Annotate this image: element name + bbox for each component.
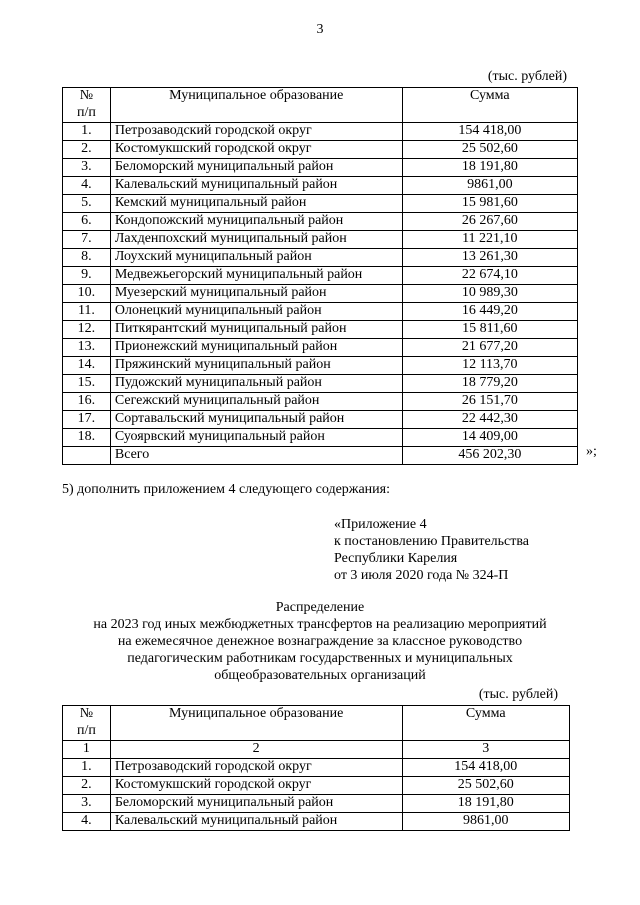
row-number: 15. bbox=[63, 375, 111, 393]
row-number: 11. bbox=[63, 303, 111, 321]
table-row bbox=[63, 321, 578, 339]
row-number: 10. bbox=[63, 285, 111, 303]
distribution-table bbox=[62, 705, 570, 831]
appendix-header bbox=[334, 516, 529, 584]
amount: 12 113,70 bbox=[402, 357, 577, 375]
row-number: 2. bbox=[63, 141, 111, 159]
row-number: 4. bbox=[63, 813, 111, 831]
row-number: 13. bbox=[63, 339, 111, 357]
table-row bbox=[63, 759, 570, 777]
column-number: 1 bbox=[63, 741, 111, 759]
table-header-row bbox=[63, 88, 578, 123]
table-row bbox=[63, 231, 578, 249]
municipality-name: Пудожский муниципальный район bbox=[110, 375, 402, 393]
table-row bbox=[63, 213, 578, 231]
amount: 154 418,00 bbox=[402, 759, 570, 777]
row-number: 6. bbox=[63, 213, 111, 231]
row-number: 2. bbox=[63, 777, 111, 795]
municipality-name: Беломорский муниципальный район bbox=[110, 795, 402, 813]
row-number: 14. bbox=[63, 357, 111, 375]
amount: 9861,00 bbox=[402, 813, 570, 831]
closing-quote: »; bbox=[586, 444, 597, 459]
table-row bbox=[63, 411, 578, 429]
unit-label: (тыс. рублей) bbox=[487, 69, 567, 84]
amount: 25 502,60 bbox=[402, 777, 570, 795]
title-line: педагогическим работникам государственных и муниципальных bbox=[127, 651, 513, 666]
amount: 9861,00 bbox=[402, 177, 577, 195]
table-row bbox=[63, 777, 570, 795]
unit-label-2: (тыс. рублей) bbox=[478, 687, 558, 702]
table-row bbox=[63, 285, 578, 303]
total-label: Всего bbox=[110, 447, 402, 465]
title-line: общеобразовательных организаций bbox=[214, 668, 426, 683]
amount: 21 677,20 bbox=[402, 339, 577, 357]
municipality-name: Кемский муниципальный район bbox=[110, 195, 402, 213]
municipality-name: Лахденпохский муниципальный район bbox=[110, 231, 402, 249]
table-row bbox=[63, 123, 578, 141]
municipality-name: Пряжинский муниципальный район bbox=[110, 357, 402, 375]
title-line: Распределение bbox=[275, 600, 365, 615]
row-number: 3. bbox=[63, 159, 111, 177]
total-amount: 456 202,30 bbox=[402, 447, 577, 465]
row-number: 12. bbox=[63, 321, 111, 339]
amount: 11 221,10 bbox=[402, 231, 577, 249]
allocation-table bbox=[62, 87, 578, 465]
amount: 15 981,60 bbox=[402, 195, 577, 213]
municipality-name: Калевальский муниципальный район bbox=[110, 813, 402, 831]
municipality-name: Олонецкий муниципальный район bbox=[110, 303, 402, 321]
row-number: 1. bbox=[63, 123, 111, 141]
municipality-name: Питкярантский муниципальный район bbox=[110, 321, 402, 339]
row-number: 7. bbox=[63, 231, 111, 249]
amount: 154 418,00 bbox=[402, 123, 577, 141]
amount: 14 409,00 bbox=[402, 429, 577, 447]
municipality-name: Петрозаводский городской округ bbox=[110, 759, 402, 777]
row-number: 5. bbox=[63, 195, 111, 213]
table-row bbox=[63, 795, 570, 813]
municipality-name: Прионежский муниципальный район bbox=[110, 339, 402, 357]
amount: 13 261,30 bbox=[402, 249, 577, 267]
table-row bbox=[63, 141, 578, 159]
header-number: № п/п bbox=[63, 706, 111, 741]
row-number: 4. bbox=[63, 177, 111, 195]
table-row bbox=[63, 429, 578, 447]
amount: 22 674,10 bbox=[402, 267, 577, 285]
amount: 26 151,70 bbox=[402, 393, 577, 411]
column-numbering-row bbox=[63, 741, 570, 759]
table-row bbox=[63, 357, 578, 375]
amount: 25 502,60 bbox=[402, 141, 577, 159]
appendix-line: «Приложение 4 bbox=[334, 517, 427, 532]
amount: 18 191,80 bbox=[402, 159, 577, 177]
page-number: 3 bbox=[316, 22, 324, 37]
appendix-line: от 3 июля 2020 года № 324-П bbox=[334, 568, 509, 583]
table-row bbox=[63, 393, 578, 411]
table-row bbox=[63, 813, 570, 831]
amount: 26 267,60 bbox=[402, 213, 577, 231]
municipality-name: Суоярвский муниципальный район bbox=[110, 429, 402, 447]
amount: 16 449,20 bbox=[402, 303, 577, 321]
table-row bbox=[63, 159, 578, 177]
row-number: 9. bbox=[63, 267, 111, 285]
amount: 10 989,30 bbox=[402, 285, 577, 303]
table-row bbox=[63, 303, 578, 321]
table-row bbox=[63, 249, 578, 267]
amount: 15 811,60 bbox=[402, 321, 577, 339]
municipality-name: Петрозаводский городской округ bbox=[110, 123, 402, 141]
municipality-name: Кондопожский муниципальный район bbox=[110, 213, 402, 231]
amendment-item-5: 5) дополнить приложением 4 следующего содержания: bbox=[62, 482, 390, 497]
header-sum: Сумма bbox=[402, 706, 570, 741]
municipality-name: Лоухский муниципальный район bbox=[110, 249, 402, 267]
appendix-line: к постановлению Правительства bbox=[334, 534, 530, 549]
municipality-name: Сортавальский муниципальный район bbox=[110, 411, 402, 429]
amount: 18 191,80 bbox=[402, 795, 570, 813]
municipality-name: Сегежский муниципальный район bbox=[110, 393, 402, 411]
total-row bbox=[63, 447, 578, 465]
table-row bbox=[63, 339, 578, 357]
table-row bbox=[63, 375, 578, 393]
title-line: на 2023 год иных межбюджетных трансфертов на реализацию мероприятий bbox=[93, 617, 547, 632]
table-row bbox=[63, 267, 578, 285]
table-row bbox=[63, 177, 578, 195]
title-line: на ежемесячное денежное вознаграждение за классное руководство bbox=[117, 634, 523, 649]
header-municipality: Муниципальное образование bbox=[110, 88, 402, 123]
municipality-name: Костомукшский городской округ bbox=[110, 141, 402, 159]
amount: 18 779,20 bbox=[402, 375, 577, 393]
column-number: 2 bbox=[110, 741, 402, 759]
municipality-name: Калевальский муниципальный район bbox=[110, 177, 402, 195]
amount: 22 442,30 bbox=[402, 411, 577, 429]
row-number: 8. bbox=[63, 249, 111, 267]
distribution-title bbox=[40, 599, 600, 684]
municipality-name: Медвежьегорский муниципальный район bbox=[110, 267, 402, 285]
table-row bbox=[63, 195, 578, 213]
header-municipality: Муниципальное образование bbox=[110, 706, 402, 741]
municipality-name: Беломорский муниципальный район bbox=[110, 159, 402, 177]
municipality-name: Костомукшский городской округ bbox=[110, 777, 402, 795]
row-number bbox=[63, 447, 111, 465]
header-number: № п/п bbox=[63, 88, 111, 123]
appendix-line: Республики Карелия bbox=[334, 551, 458, 566]
row-number: 16. bbox=[63, 393, 111, 411]
row-number: 17. bbox=[63, 411, 111, 429]
row-number: 3. bbox=[63, 795, 111, 813]
header-sum: Сумма bbox=[402, 88, 577, 123]
table-header-row bbox=[63, 706, 570, 741]
municipality-name: Муезерский муниципальный район bbox=[110, 285, 402, 303]
column-number: 3 bbox=[402, 741, 570, 759]
row-number: 18. bbox=[63, 429, 111, 447]
row-number: 1. bbox=[63, 759, 111, 777]
